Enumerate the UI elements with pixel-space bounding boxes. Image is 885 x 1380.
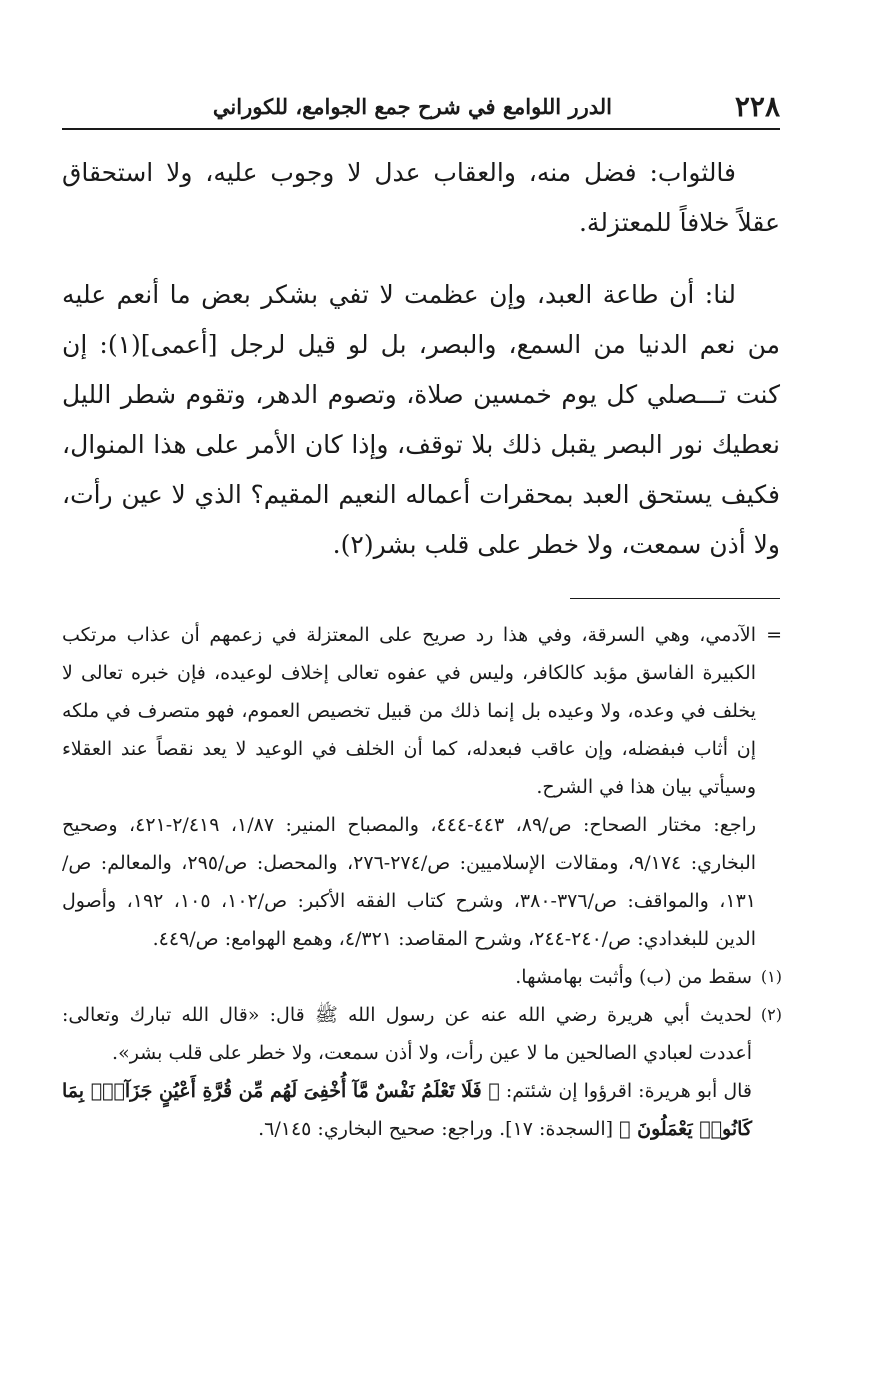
footnote-1 (62, 958, 782, 996)
page-header (62, 88, 780, 130)
footnote-body (62, 958, 752, 996)
footnote-1-text: سقط من (ب) وأثبت بهامشها. (515, 966, 752, 988)
paragraph-1 (62, 148, 780, 248)
footnote-number: (٢) (760, 1005, 782, 1024)
running-title: الدرر اللوامع في شرح جمع الجوامع، للكوراني (212, 94, 612, 119)
quran-verse: ﴿ فَلَا تَعْلَمُ نَفْسٌ مَّآ أُخْفِىَ لَهُم مِّن قُرَّةِ أَعْيُنٍ جَزَآءًۢ بِمَا كَانُوا۟ يَعْمَلُونَ ﴾ (62, 1080, 752, 1140)
hadith-quote-prefix: قال أبو هريرة: اقرؤوا إن شئتم: (505, 1080, 752, 1102)
footnote-body (62, 996, 752, 1148)
footnote-2-continuation (62, 1072, 752, 1148)
verse-citation: [السجدة: ١٧]. وراجع: صحيح البخاري: ٦/١٤٥. (258, 1118, 614, 1140)
footnote-2 (62, 996, 782, 1148)
footnote-separator (570, 598, 780, 599)
continuation-text: الآدمي، وهي السرقة، وفي هذا رد صريح على المعتزلة في زعمهم أن عذاب مرتكب الكبيرة الفاسق مؤبد كالكافر، وليس في عفوه تعالى إخلاف لوعيده، فإن خبره تعالى لا يخلف في وعده، ولا وعيده بل إنما ذلك من قبيل تخصيص العموم، فهو متصرف في ملكه إن أثاب فبفضله، وإن عاقب فبعدله، كما أن الخلف في الوعيد لا يعد نقصاً عند العقلاء وسيأتي بيان هذا في الشرح. (62, 624, 756, 798)
footnote-2-text: لحديث أبي هريرة رضي الله عنه عن رسول الله ﷺ قال: «قال الله تبارك وتعالى: أعددت لعبادي الصالحين ما لا عين رأت، ولا أذن سمعت، ولا خطر على قلب بشر». (62, 1004, 752, 1064)
continuation-mark: = (766, 624, 782, 646)
page-number: ٢٢٨ (734, 90, 780, 123)
continuation-body (62, 616, 756, 958)
footnote-number: (١) (760, 967, 782, 986)
footnote-continuation (62, 616, 782, 958)
main-text (62, 148, 780, 570)
paragraph-2 (62, 270, 780, 570)
paragraph-1-text: فالثواب: فضل منه، والعقاب عدل لا وجوب عليه، ولا استحقاق عقلاً خلافاً للمعتزلة. (62, 158, 780, 237)
references-text: راجع: مختار الصحاح: ص/٨٩، ٤٤٣-٤٤٤، والمصباح المنير: ١/٨٧، ٢/٤١٩-٤٢١، وصحيح البخاري: ٩/١٧٤، ومقالات الإسلاميين: ص/٢٧٤-٢٧٦، والمحصل: ص/٢٩٥، والمعالم: ص/١٣١، والمواقف: ص/٣٧٦-٣٨٠، وشرح كتاب الفقه الأكبر: ص/١٠٢، ١٠٥، ١٩٢، وأصول الدين للبغدادي: ص/٢٤٠-٢٤٤، وشرح المقاصد: ٤/٣٢١، وهمع الهوامع: ص/٤٤٩. (62, 814, 757, 950)
paragraph-2-text: لنا: أن طاعة العبد، وإن عظمت لا تفي بشكر بعض ما أنعم عليه من نعم الدنيا من السمع، والبصر، بل لو قيل لرجل [أعمى](١): إن كنت تـــصلي كل يوم خمسين صلاة، وتصوم الدهر، وتقوم شطر الليل نعطيك نور البصر يقبل ذلك بلا توقف، وإذا كان الأمر على هذا المنوال، فكيف يستحق العبد بمحقرات أعماله النعيم المقيم؟ الذي لا عين رأت، ولا أذن سمعت، ولا خطر على قلب بشر(٢). (62, 280, 780, 559)
footnotes (62, 616, 782, 1148)
